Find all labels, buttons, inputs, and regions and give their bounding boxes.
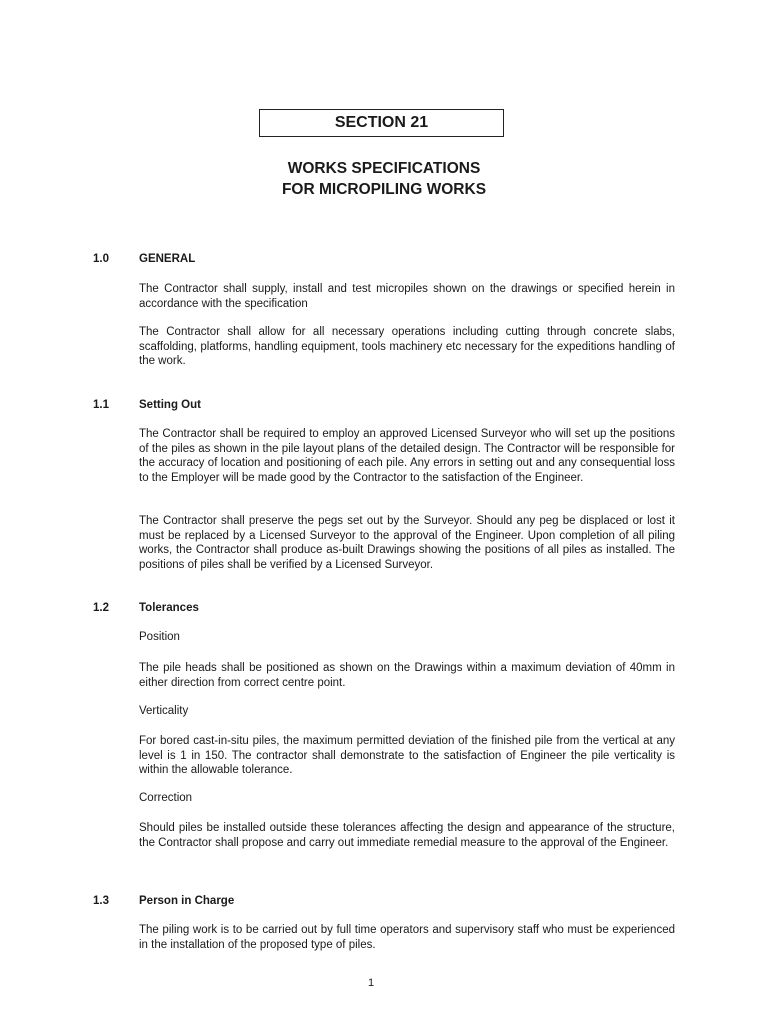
subheading-position: Position <box>139 631 180 643</box>
section-heading-setting-out: Setting Out <box>139 399 201 411</box>
paragraph: The Contractor shall preserve the pegs set out by the Surveyor. Should any peg be displaced or lost it must be replaced by a Licensed Surveyor to the approval of the Engineer. Upon completion of all piling works, the Contractor shall produce as-built Drawings showing the positions of all piles as installed. The positions of piles shall be verified by a Licensed Surveyor. <box>139 515 675 572</box>
paragraph: The Contractor shall allow for all necessary operations including cutting through concrete slabs, scaffolding, platforms, handling equipment, tools machinery etc necessary for the expeditions handling of the work. <box>139 326 675 368</box>
section-heading-general: GENERAL <box>139 253 196 265</box>
paragraph: Should piles be installed outside these tolerances affecting the design and appearance of the structure, the Contractor shall propose and carry out immediate remedial measure to the approval of the Engineer. <box>139 822 675 849</box>
document-title-line-2: FOR MICROPILING WORKS <box>281 181 487 198</box>
document-title-line-1: WORKS SPECIFICATIONS <box>287 160 481 177</box>
section-number: 1.2 <box>93 602 109 614</box>
subheading-correction: Correction <box>139 792 193 804</box>
section-heading-tolerances: Tolerances <box>139 602 199 614</box>
section-label: SECTION 21 <box>334 114 429 131</box>
section-heading-person-in-charge: Person in Charge <box>139 895 235 907</box>
page-number: 1 <box>367 977 375 989</box>
paragraph: The pile heads shall be positioned as shown on the Drawings within a maximum deviation of 40mm in either direction from correct centre point. <box>139 662 675 689</box>
section-label-box <box>259 109 504 137</box>
paragraph: The Contractor shall supply, install and test micropiles shown on the drawings or specified herein in accordance with the specification <box>139 283 675 310</box>
paragraph: The piling work is to be carried out by full time operators and supervisory staff who must be experienced in the installation of the proposed type of piles. <box>139 924 675 951</box>
section-number: 1.1 <box>93 399 109 411</box>
subheading-verticality: Verticality <box>139 705 189 717</box>
paragraph: For bored cast-in-situ piles, the maximum permitted deviation of the finished pile from the vertical at any level is 1 in 150. The contractor shall demonstrate to the satisfaction of Engineer the pile verticality is within the allowable tolerance. <box>139 735 675 777</box>
paragraph: The Contractor shall be required to employ an approved Licensed Surveyor who will set up the positions of the piles as shown in the pile layout plans of the detailed design. The Contractor will be responsible for the accuracy of location and positioning of each pile. Any errors in setting out and any consequential loss to the Employer will be made good by the Contractor to the satisfaction of the Engineer. <box>139 428 675 485</box>
section-number: 1.3 <box>93 895 109 907</box>
section-number: 1.0 <box>93 253 109 265</box>
